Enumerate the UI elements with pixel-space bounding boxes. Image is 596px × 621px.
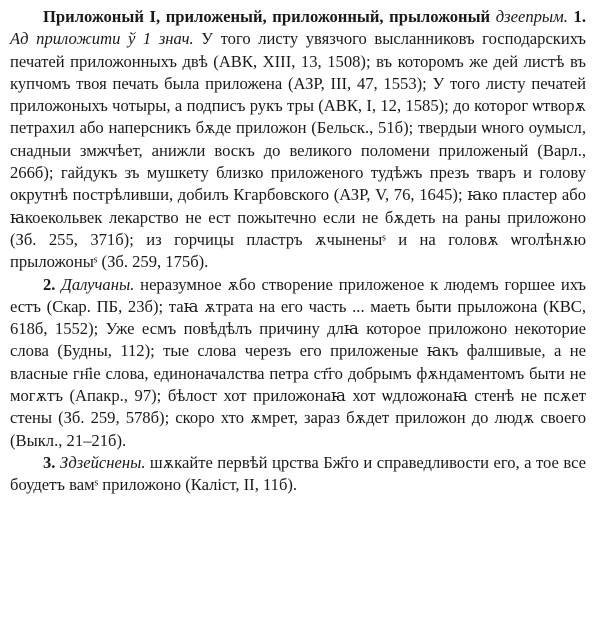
sense-1-label: Ад <box>10 29 29 49</box>
sense-2-body: неразумное ѫбо створение приложеное к людемъ горшее ихъ естъ (Скар. ПБ, 23б); таꙗ ѫтрата на его часть ... маеть быти прыложона (КВС, 618б, 1552); Уже есмъ повѣдѣлъ причину длꙗ которое приложоно некоторие слова (Будны, 112); тые слова черезъ его приложеные ꙗкъ фалшивые, а не власные гн҃іе слова, единоначалства петра ст҃го добрымъ фѫндаментомъ быти не могѫтъ (Апакр., 97); бѣлост хот приложонаꙗ хот ѡдложонаꙗ стенѣ не псѫет стены (Зб. 259, 578б); скоро хто ѫмрет, зараз бѫдет приложон до людѫ своего (Выкл., 21–21б). <box>10 274 586 450</box>
sense-2-number: 2. <box>43 274 56 294</box>
sense-2-label: Далучаны. <box>61 274 135 294</box>
sense-1-number: 1. <box>573 7 586 26</box>
entry-sense-2 <box>10 274 586 452</box>
entry-grammar: дзеепрым. <box>495 7 568 26</box>
sense-1-reference: приложити ў 1 знач. <box>36 29 194 49</box>
sense-1-body: У того листу увязчого высланниковъ господарскихъ печатей приложонныхъ двѣ (АВК, XIII, 13, 1508); въ которомъ же дей листѣ въ купчомъ твоя печать была приложена (АЗР, III, 47, 1553); У того листу печатей приложоныхъ чотыры, а подписъ рукъ тры (АВК, I, 12, 1585); до которог ѡтворѫ петрахил або наперсникъ бѫде приложон (Бельск., 51б); твердыи ѡного оумысл, снадныи змжчѣет, анижли воскъ до великого поломени приложеный (Варл., 266б); гайдукъ зъ мушкету близко приложеного тудѣжъ презъ тваръ и голову окрутнѣ пострѣливши, добилъ Кгарбовского (АЗР, V, 76, 1645); ꙗко пластер або ꙗкоекольвек лекарство не ест пожытечно если не бѫдеть на раны приложоно (Зб. 255, 371б); из горчицы пластръ ѫчыненыˢ и на головѫ ѡголѣнѫю прыложоныˢ (Зб. 259, 175б). <box>10 29 586 272</box>
sense-3-number: 3. <box>43 452 56 472</box>
entry-headword: Приложоный І, приложеный, приложонный, прыложоный <box>43 7 491 26</box>
entry-sense-3 <box>10 452 586 497</box>
sense-3-body: шѫкайте первѣй црства Бж҃го и справедливости его, а тое все боудетъ вамˢ приложоно (Каліст, II, 11б). <box>10 452 587 495</box>
entry-sense-1 <box>10 6 586 274</box>
sense-3-label: Здзейснены. <box>59 452 146 472</box>
